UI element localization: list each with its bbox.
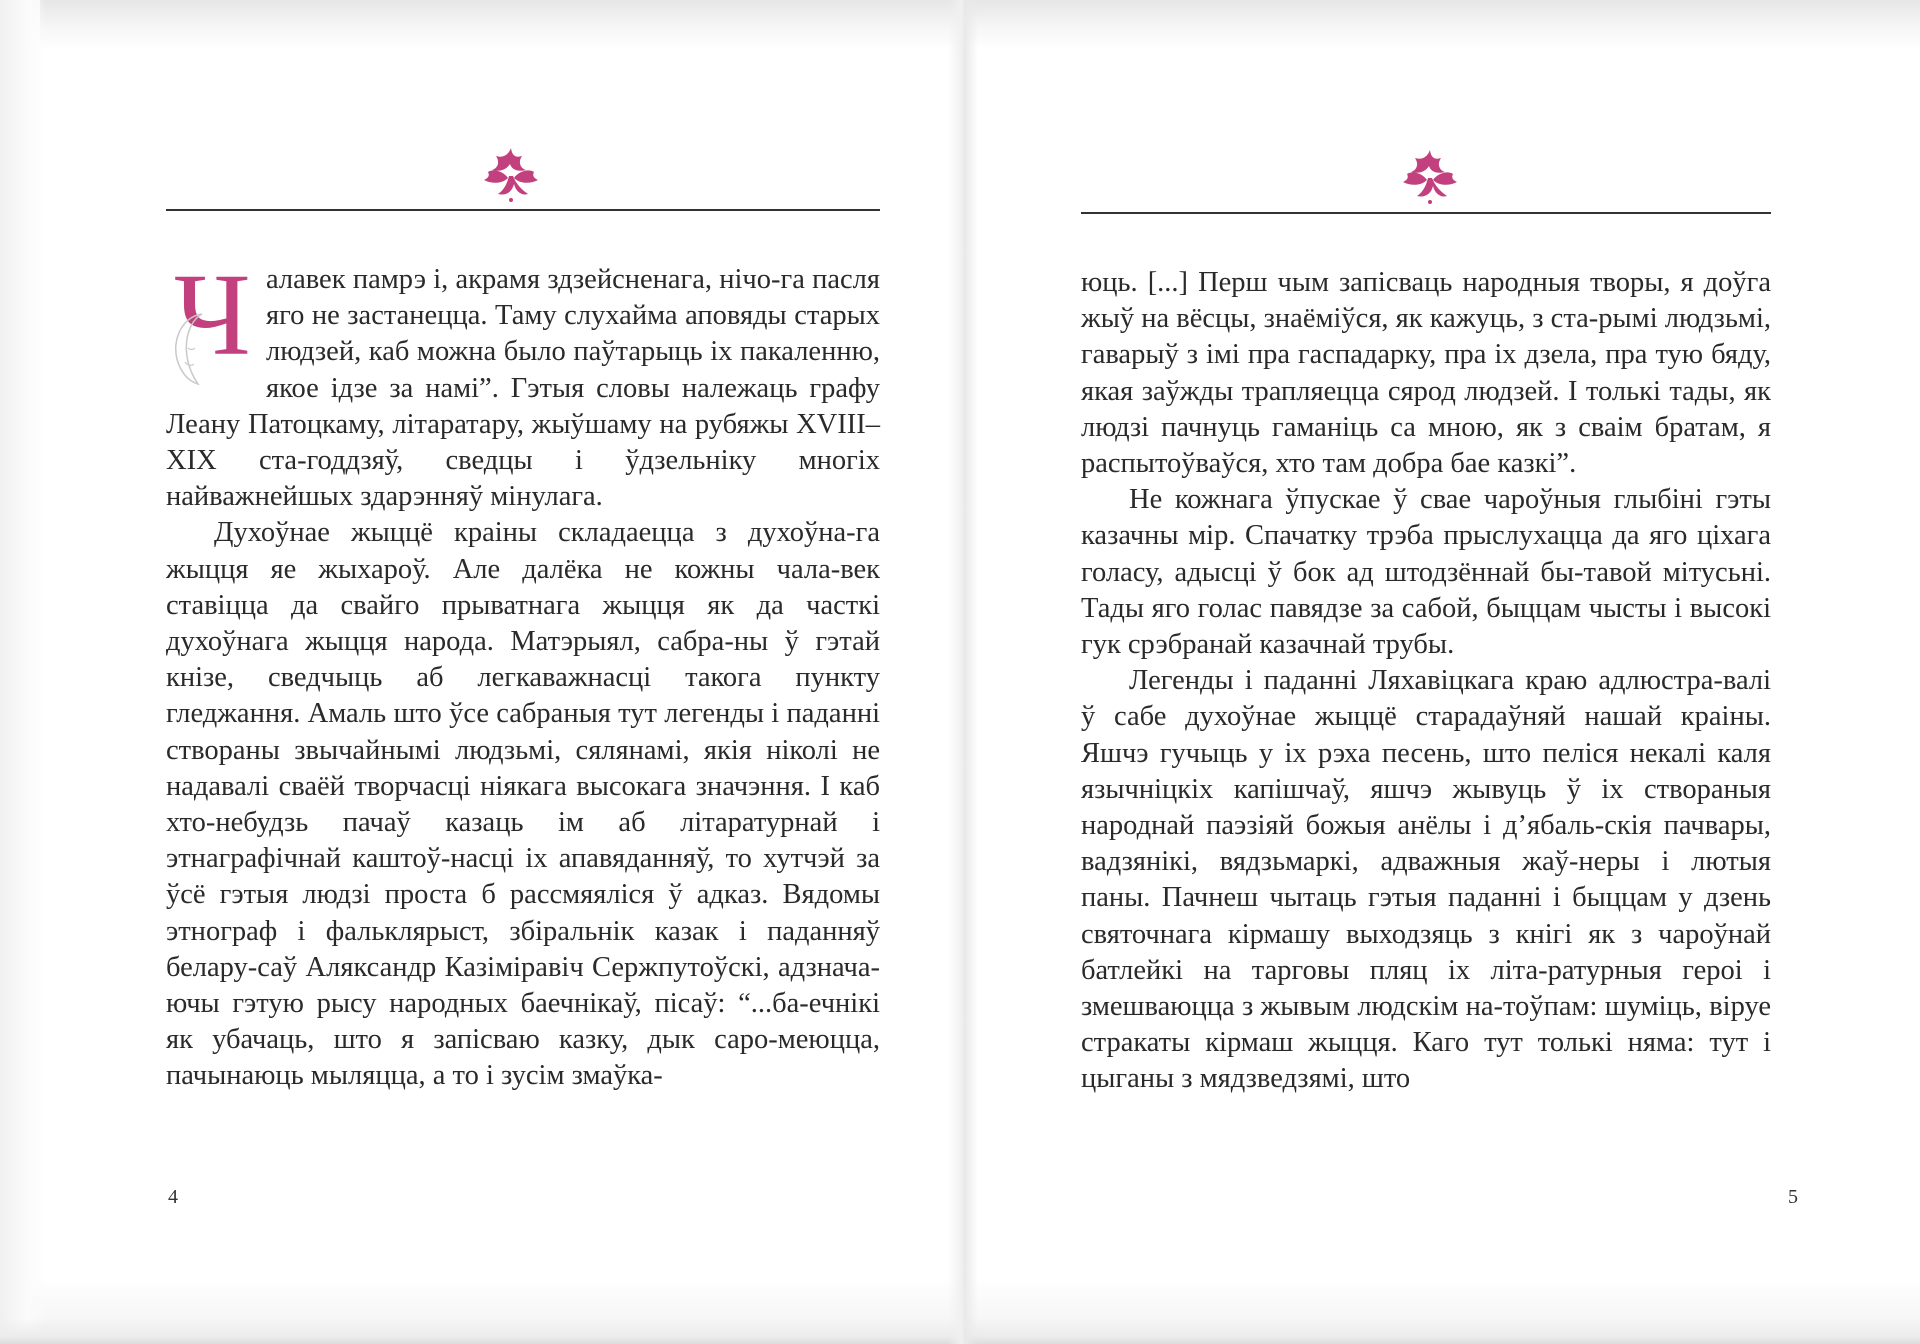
left-page-text — [166, 249, 880, 1095]
header-rule — [1081, 212, 1771, 214]
right-page — [975, 0, 1920, 1344]
paragraph-2: Не кожнага ўпускае ў свае чароўныя глыбіні гэты казачны мір. Спачатку трэба прыслухацца да яго ціхага голасу, адысці ў бок ад штодзённай бы-тавой мітусьні. Тады яго голас павядзе за сабой, быццам чысты і высокі гук срэбранай казачнай трубы. — [1081, 484, 1771, 661]
page-number: 4 — [168, 1186, 178, 1208]
paragraph-1: юць. [...] Перш чым запісваць народныя творы, я доўга жыў на вёсцы, знаёміўся, як кажуць, з ста-рымі людзьмі, гаварыў з імі пра гаспадарку, пра іх дзела, пра тую бяду, якая заўжды трапляецца сярод людзей. І толькі тады, як людзі пачнуць гаманіць са мною, як з сваім братам, я распытоўваўся, хто там добра бае казкі”. — [1081, 267, 1771, 480]
paragraph-1: алавек памрэ і, акрамя здзейсненага, нічо-га пасля яго не застанецца. Таму слухайма аповяды старых людзей, каб можна было паўтарыць іх пакаленню, якое ідзе за намі”. Гэтыя словы належаць графу Леану Патоцкаму, літаратару, жыўшаму на рубяжы XVIII–XIX ста-годдзяў, сведцы і ўдзельніку многіх найважнейшых здарэнняў мінулага. — [166, 264, 880, 513]
page-number: 5 — [1788, 1186, 1798, 1208]
flower-ornament-icon — [478, 142, 544, 202]
header-rule — [166, 209, 880, 211]
paragraph-3: Легенды і паданні Ляхавіцкага краю адлюстра-валі ў сабе духоўнае жыццё старадаўняй нашай краіны. Яшчэ гучыць у іх рэха песень, што пеліся некалі каля язычніцкіх капішчаў, яшчэ жывуць ў іх створаныя народнай паэзіяй божыя анёлы і д’ябаль-скія пачвары, вадзянікі, вядзьмаркі, адважныя жаў-неры і лютыя паны. Пачнеш чытаць гэтыя паданні і быццам у дзень святочнага кірмашу выходзяць з кнігі як з чароўнай батлейкі на тарговы пляц іх літа-ратурныя героі і змешваюцца з жывым людскім на-тоўпам: шуміць, віруе стракаты кірмаш жыцця. Каго тут толькі няма: тут і цыганы з мядзведзямі, што — [1081, 665, 1771, 1095]
crescent-moon-icon — [172, 306, 218, 394]
paragraph-2: Духоўнае жыццё краіны складаецца з духоўна-га жыцця яе жыхароў. Але далёка не кожны чала-век ставіцца да свайго прыватнага жыцця як да часткі духоўнага жыцця народа. Матэрыял, сабра-ны ў гэтай кнізе, сведчыць аб легкаважнасці такога пункту гледжання. Амаль што ўсе сабраныя тут легенды і паданні створаны звычайнымі людзьмі, сялянамі, якія ніколі не надавалі сваёй творчасці ніякага высокага значэння. І каб хто-небудзь пачаў казаць ім аб літаратурнай і этнаграфічнай каштоў-насці іх апавяданняў, то хутчэй за ўсё гэтыя людзі проста б рассмяяліся ў адказ. Вядомы этнограф і фальклярыст, збіральнік казак і паданняў белару-саў Аляксандр Казіміравіч Сержпутоўскі, адзнача-ючы гэтую рысу народных баечнікаў, пісаў: “...ба-ечнікі як убачаць, што я запісваю казку, дык саро-меюцца, пачынаюць мыляцца, а то і зусім змаўка- — [166, 517, 880, 1092]
right-page-text — [1081, 265, 1771, 1098]
drop-cap — [166, 249, 258, 392]
flower-ornament-icon — [1397, 144, 1463, 204]
drop-cap-letter: Ч — [174, 249, 251, 380]
